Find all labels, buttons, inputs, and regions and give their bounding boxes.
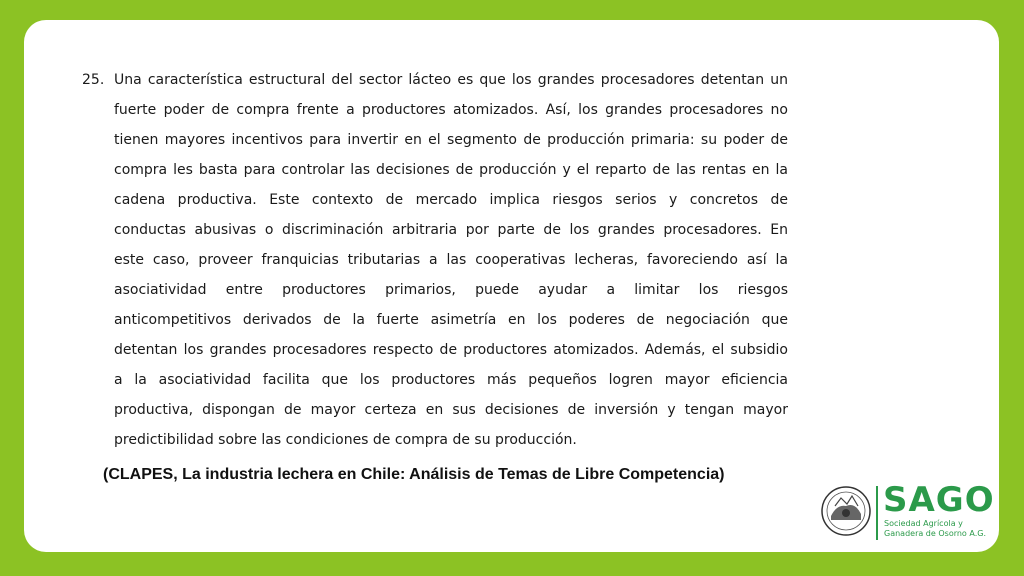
brand-name: SAGO bbox=[883, 480, 995, 520]
paragraph-line: este caso, proveer franquicias tributarias a las cooperativas lecheras, favoreciendo así la bbox=[114, 252, 788, 268]
brand-subtitle-line: Sociedad Agrícola y bbox=[884, 519, 963, 528]
paragraph-text bbox=[114, 65, 788, 455]
logo-divider bbox=[876, 486, 878, 540]
paragraph-line: asociatividad entre productores primarios, puede ayudar a limitar los riesgos bbox=[114, 282, 788, 298]
source-citation: (CLAPES, La industria lechera en Chile: Análisis de Temas de Libre Competencia) bbox=[103, 466, 725, 483]
paragraph-line: a la asociatividad facilita que los productores más pequeños logren mayor eficiencia bbox=[114, 372, 788, 388]
sago-logo bbox=[819, 482, 994, 544]
brand-subtitle bbox=[884, 519, 986, 539]
paragraph-line: predictibilidad sobre las condiciones de compra de su producción. bbox=[114, 432, 577, 448]
slide-panel bbox=[24, 20, 999, 552]
brand-subtitle-line: Ganadera de Osorno A.G. bbox=[884, 529, 986, 538]
paragraph-line: fuerte poder de compra frente a productores atomizados. Así, los grandes procesadores no bbox=[114, 102, 788, 118]
paragraph-25 bbox=[82, 65, 788, 455]
paragraph-line: compra les basta para controlar las decisiones de producción y el reparto de las rentas en la bbox=[114, 162, 788, 178]
paragraph-number: 25. bbox=[82, 72, 105, 88]
paragraph-line: conductas abusivas o discriminación arbitraria por parte de los grandes procesadores. En bbox=[114, 222, 788, 238]
paragraph-line: detentan los grandes procesadores respecto de productores atomizados. Además, el subsidio bbox=[114, 342, 788, 358]
paragraph-line: cadena productiva. Este contexto de mercado implica riesgos serios y concretos de bbox=[114, 192, 788, 208]
seal-emblem-icon bbox=[819, 484, 873, 542]
paragraph-line: anticompetitivos derivados de la fuerte asimetría en los poderes de negociación que bbox=[114, 312, 788, 328]
paragraph-line: tienen mayores incentivos para invertir en el segmento de producción primaria: su poder de bbox=[114, 132, 788, 148]
paragraph-line: Una característica estructural del sector lácteo es que los grandes procesadores detentan un bbox=[114, 72, 788, 88]
paragraph-line: productiva, dispongan de mayor certeza en sus decisiones de inversión y tengan mayor bbox=[114, 402, 788, 418]
